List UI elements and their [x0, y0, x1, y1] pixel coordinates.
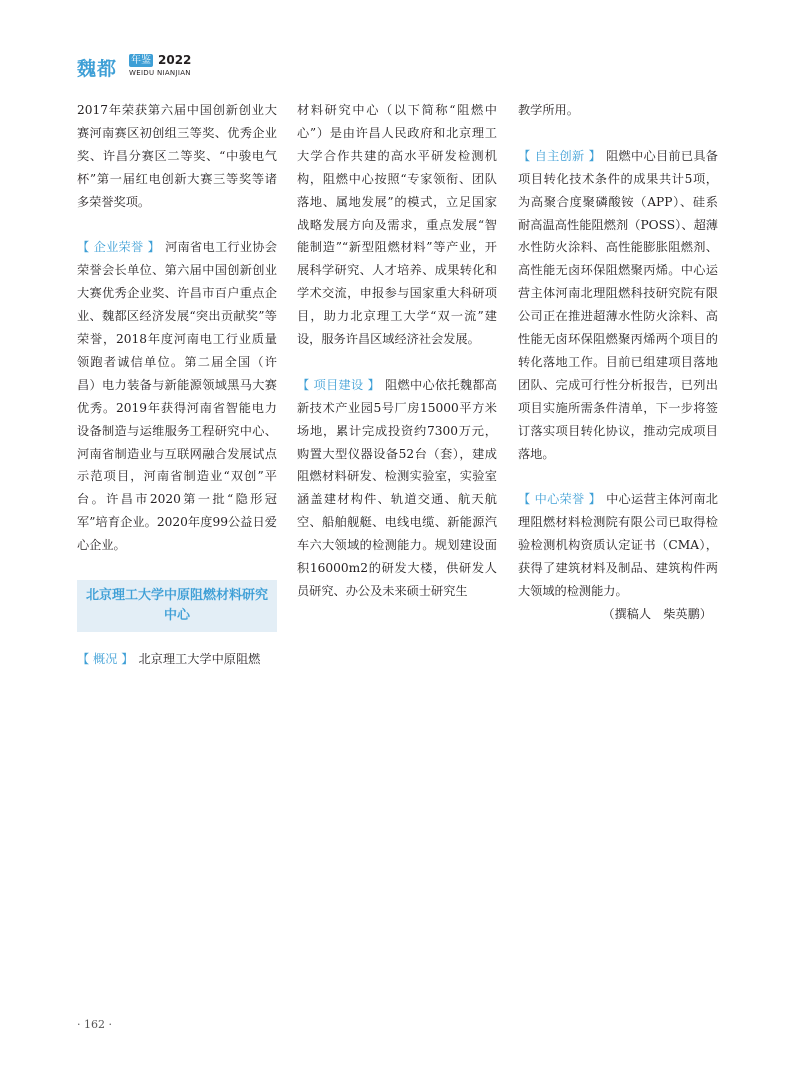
masthead: [77, 52, 277, 82]
paragraph-center-honors: [518, 488, 718, 603]
column-left: [77, 99, 277, 671]
subhead-tag: 【 项目建设 】: [297, 377, 381, 392]
subhead-tag: 【 中心荣誉 】: [518, 492, 602, 507]
author-signature: （撰稿人 柴英鹏）: [602, 606, 712, 621]
paragraph-overview-cont: [297, 99, 497, 351]
masthead-subtitle: WEIDU NIANJIAN: [129, 69, 191, 77]
paragraph-text: 教学所用。: [518, 103, 579, 117]
paragraph-awards: [77, 99, 277, 214]
subhead-tag: 【 概况 】: [77, 652, 134, 666]
masthead-title: 魏都: [77, 58, 118, 80]
paragraph-text: 阻燃中心依托魏都高新技术产业园5号厂房15000平方米场地，累计完成投资约7300万元，购置大型仪器设备52台（套），建成阻燃材料研发、检测实验室，实验室涵盖建材构件、轨道交通、航天航空、船舶舰艇、电线电缆、新能源汽车六大领域的检测能力。规划建设面积16000m2的研发大楼，供研发人员研究、办公及未来硕士研究生: [297, 377, 497, 599]
masthead-year: 2022: [158, 53, 192, 67]
paragraph-text: 2017年荣获第六届中国创新创业大赛河南赛区初创组三等奖、优秀企业奖、许昌分赛区二等奖、“中骏电气杯”第一届红电创新大赛三等奖等诸多荣誉奖项。: [77, 103, 277, 209]
paragraph-enterprise-honors: [77, 236, 277, 557]
column-right: [518, 99, 718, 625]
paragraph-project-cont: [518, 99, 718, 122]
paragraph-text: 阻燃中心目前已具备项目转化技术条件的成果共计5项，为高聚合度聚磷酸铵（APP）、硅系耐高温高性能阻燃剂（POSS）、超薄水性防火涂料、高性能膨胀阻燃剂、高性能无卤环保阻燃聚丙烯。中心运营主体河南北理阻燃科技研究院有限公司正在推进超薄水性防火涂料、高性能无卤环保阻燃聚丙烯两个项目的转化落地工作。目前已组建项目落地团队、完成可行性分析报告，已列出项目实施所需条件清单，下一步将签订落实项目转化协议，推动完成项目落地。: [518, 148, 718, 461]
paragraph-overview: [77, 648, 277, 671]
paragraph-text: 河南省电工行业协会荣誉会长单位、第六届中国创新创业大赛优秀企业奖、许昌市百户重点企业、魏都区经济发展“突出贡献奖”等荣誉，2018年度河南电工行业质量领跑者诚信单位。第二届全国（许昌）电力装备与新能源领域黑马大赛优秀。2019年获得河南省智能电力设备制造与运维服务工程研究中心、河南省制造业与互联网融合发展试点示范项目，河南省制造业“双创”平台。许昌市2020第一批“隐形冠军”培育企业。2020年度99公益日爱心企业。: [77, 240, 277, 553]
paragraph-project: [297, 374, 497, 603]
page-number: · 162 ·: [77, 1018, 112, 1031]
paragraph-innovation: [518, 145, 718, 466]
masthead-badge: 年鉴: [131, 55, 151, 66]
paragraph-text: 材料研究中心（以下简称“阻燃中心”）是由许昌人民政府和北京理工大学合作共建的高水平研发检测机构，阻燃中心按照“专家领衔、团队落地、属地发展”的模式，立足国家战略发展方向及需求，重点发展“智能制造”“新型阻燃材料”等产业，开展科学研究、人才培养、成果转化和学术交流，申报参与国家重大科研项目，助力北京理工大学“双一流”建设，服务许昌区域经济社会发展。: [297, 103, 497, 347]
column-middle: [297, 99, 497, 603]
paragraph-text: 北京理工大学中原阻燃: [138, 652, 261, 666]
subhead-tag: 【 自主创新 】: [518, 148, 602, 163]
section-title: 北京理工大学中原阻燃材料研究中心: [77, 580, 277, 632]
paragraph-text: 中心运营主体河南北理阻燃材料检测院有限公司已取得检验检测机构资质认定证书（CMA），获得了建筑材料及制品、建筑构件两大领域的检测能力。: [518, 492, 718, 598]
subhead-tag: 【 企业荣誉 】: [77, 240, 161, 255]
